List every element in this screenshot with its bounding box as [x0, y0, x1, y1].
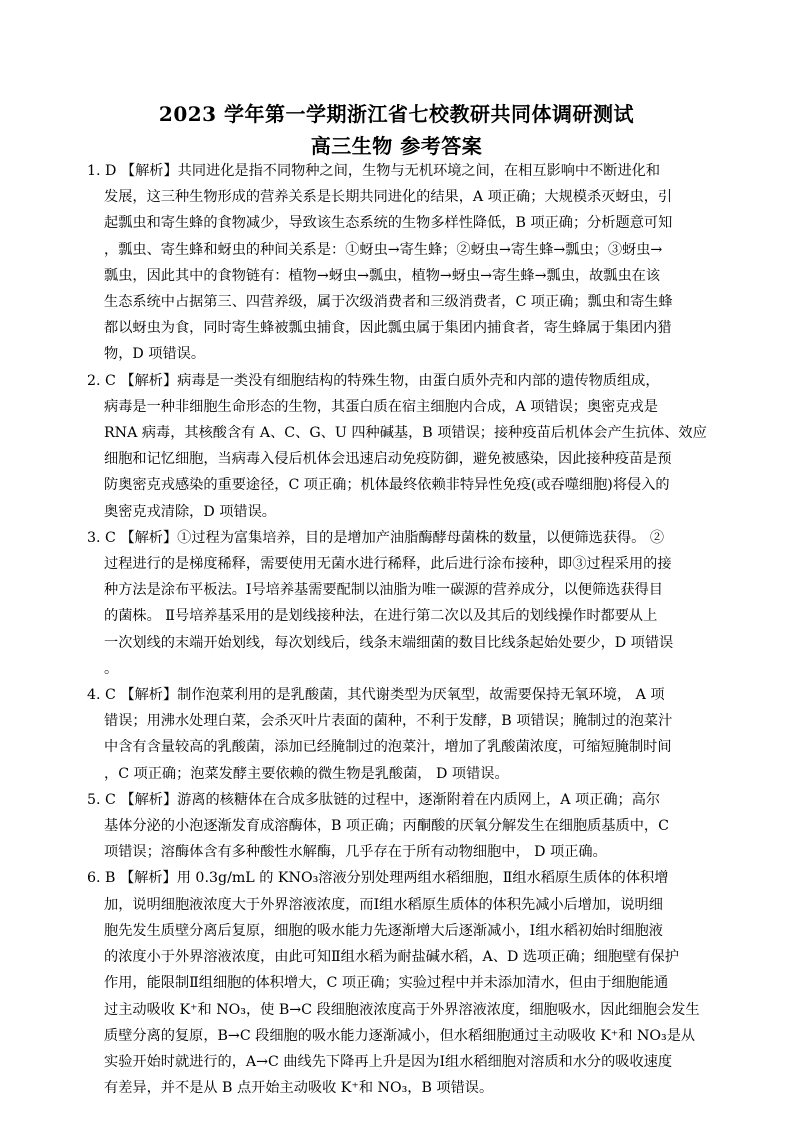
- answer-line: 4. C 【解析】制作泡菜利用的是乳酸菌，其代谢类型为厌氧型，故需要保持无氧环境， A 项: [87, 687, 665, 704]
- answer-line: 一次划线的末端开始划线，每次划线后，线条末端细菌的数目比线条起始处要少，D 项错误: [104, 634, 674, 651]
- answer-line: 1. D 【解析】共同进化是指不同物种之间，生物与无机环境之间，在相互影响中不断进化和: [87, 163, 661, 179]
- answer-line: 种方法是涂布平板法。Ⅰ号培养基需要配制以油脂为唯一碳源的营养成分，以便筛选获得目: [104, 582, 663, 599]
- answer-line: 的菌株。 Ⅱ号培养基采用的是划线接种法，在进行第二次以及其后的划线操作时都要从上: [104, 608, 658, 625]
- answer-line: RNA 病毒，其核酸含有 A、C、G、U 四种碱基，B 项错误；接种疫苗后机体会产生抗体、效应: [104, 425, 707, 442]
- answer-line: 奥密克戎清除，D 项错误。: [104, 503, 276, 520]
- answer-line: 错误；用沸水处理白菜，会杀灭叶片表面的菌种，不利于发酵，B 项错误；腌制过的泡菜汁: [104, 713, 673, 730]
- answer-item-4: [87, 682, 724, 787]
- answer-item-3: [87, 525, 724, 682]
- answer-line: 物，D 项错误。: [104, 346, 206, 363]
- answer-line: 生态系统中占据第三、四营养级，属于次级消费者和三级消费者，C 项正确；瓢虫和寄生蜂: [104, 294, 673, 311]
- answer-line: 防奥密克戎感染的重要途径，C 项正确；机体最终依赖非特异性免疫(或吞噬细胞)将侵入的: [104, 477, 670, 494]
- answer-line: 中含有含量较高的乳酸菌，添加已经腌制过的泡菜汁，增加了乳酸菌浓度，可缩短腌制时间: [104, 739, 672, 756]
- answer-line: 过主动吸收 K⁺和 NO₃，使 B→C 段细胞液浓度高于外界溶液浓度，细胞吸水，因此细胞会发生: [104, 1001, 700, 1018]
- answer-line: 有差异，并不是从 B 点开始主动吸收 K⁺和 NO₃，B 项错误。: [104, 1080, 494, 1097]
- answer-line: 都以蚜虫为食，同时寄生蜂被瓢虫捕食，因此瓢虫属于集团内捕食者，寄生蜂属于集团内猎: [104, 320, 672, 337]
- document-subtitle: 高三生物 参考答案: [310, 134, 483, 158]
- answer-line: 2. C 【解析】病毒是一类没有细胞结构的特殊生物，由蛋白质外壳和内部的遗传物质组成，: [87, 372, 660, 389]
- document-title: 2023 学年第一学期浙江省七校教研共同体调研测试: [158, 102, 635, 126]
- answer-line: 3. C 【解析】①过程为富集培养，目的是增加产油脂酶酵母菌株的数量，以便筛选获得。 ②: [87, 529, 665, 546]
- answer-line: 。: [104, 660, 119, 677]
- answer-item-5: [87, 787, 724, 866]
- answer-line: 的浓度小于外界溶液浓度，由此可知Ⅱ组水稻为耐盐碱水稻，A、D 选项正确；细胞壁有保护: [104, 949, 679, 966]
- answer-list: [87, 158, 724, 1101]
- answer-line: 发展，这三种生物形成的营养关系是长期共同进化的结果，A 项正确；大规模杀灭蚜虫，引: [104, 189, 673, 206]
- answer-line: 质壁分离的复原，B→C 段细胞的吸水能力逐渐减小，但水稻细胞通过主动吸收 K⁺和 NO₃是从: [104, 1027, 696, 1044]
- answer-line: 实验开始时就进行的，A→C 曲线先下降再上升是因为Ⅰ组水稻细胞对溶质和水分的吸收速度: [104, 1053, 673, 1070]
- answer-line: 基体分泌的小泡逐渐发育成溶酶体，B 项正确；丙酮酸的厌氧分解发生在细胞质基质中，C: [104, 818, 669, 835]
- answer-line: 作用，能限制Ⅱ组细胞的体积增大，C 项正确；实验过程中并未添加清水，但由于细胞能通: [104, 975, 669, 992]
- answer-item-6: [87, 865, 724, 1101]
- answer-line: 过程进行的是梯度稀释，需要使用无菌水进行稀释，此后进行涂布接种，即③过程采用的接: [104, 556, 672, 573]
- answer-item-1: [87, 158, 724, 368]
- answer-item-2: [87, 368, 724, 525]
- answer-line: 起瓢虫和寄生蜂的食物减少，导致该生态系统的生物多样性降低，B 项正确；分析题意可知: [104, 215, 673, 232]
- answer-line: 细胞和记忆细胞，当病毒入侵后机体会迅速启动免疫防御，避免被感染，因此接种疫苗是预: [104, 451, 672, 468]
- answer-line: 加，说明细胞液浓度大于外界溶液浓度，而Ⅰ组水稻原生质体的体积先减小后增加，说明细: [104, 896, 663, 913]
- answer-line: 病毒是一种非细胞生命形态的生物，其蛋白质在宿主细胞内合成，A 项错误；奥密克戎是: [104, 398, 658, 415]
- answer-line: ，C 项正确；泡菜发酵主要依赖的微生物是乳酸菌， D 项错误。: [104, 765, 509, 782]
- answer-line: 5. C 【解析】游离的核糖体在合成多肽链的过程中，逐渐附着在内质网上，A 项正确；高尔: [87, 791, 661, 808]
- answer-line: ，瓢虫、寄生蜂和蚜虫的种间关系是：①蚜虫→寄生蜂；②蚜虫→寄生蜂→瓢虫；③蚜虫→: [104, 241, 663, 258]
- answer-line: 项错误；溶酶体含有多种酸性水解酶，几乎存在于所有动物细胞中， D 项正确。: [104, 844, 607, 861]
- answer-line: 胞先发生质壁分离后复原，细胞的吸水能力先逐渐增大后逐渐减小，Ⅰ组水稻初始时细胞液: [104, 922, 663, 939]
- answer-line: 6. B 【解析】用 0.3g/mL 的 KNO₃溶液分别处理两组水稻细胞，Ⅱ组水稻原生质体的体积增: [87, 870, 669, 887]
- answer-line: 瓢虫，因此其中的食物链有：植物→蚜虫→瓢虫，植物→蚜虫→寄生蜂→瓢虫，故瓢虫在该: [104, 267, 661, 284]
